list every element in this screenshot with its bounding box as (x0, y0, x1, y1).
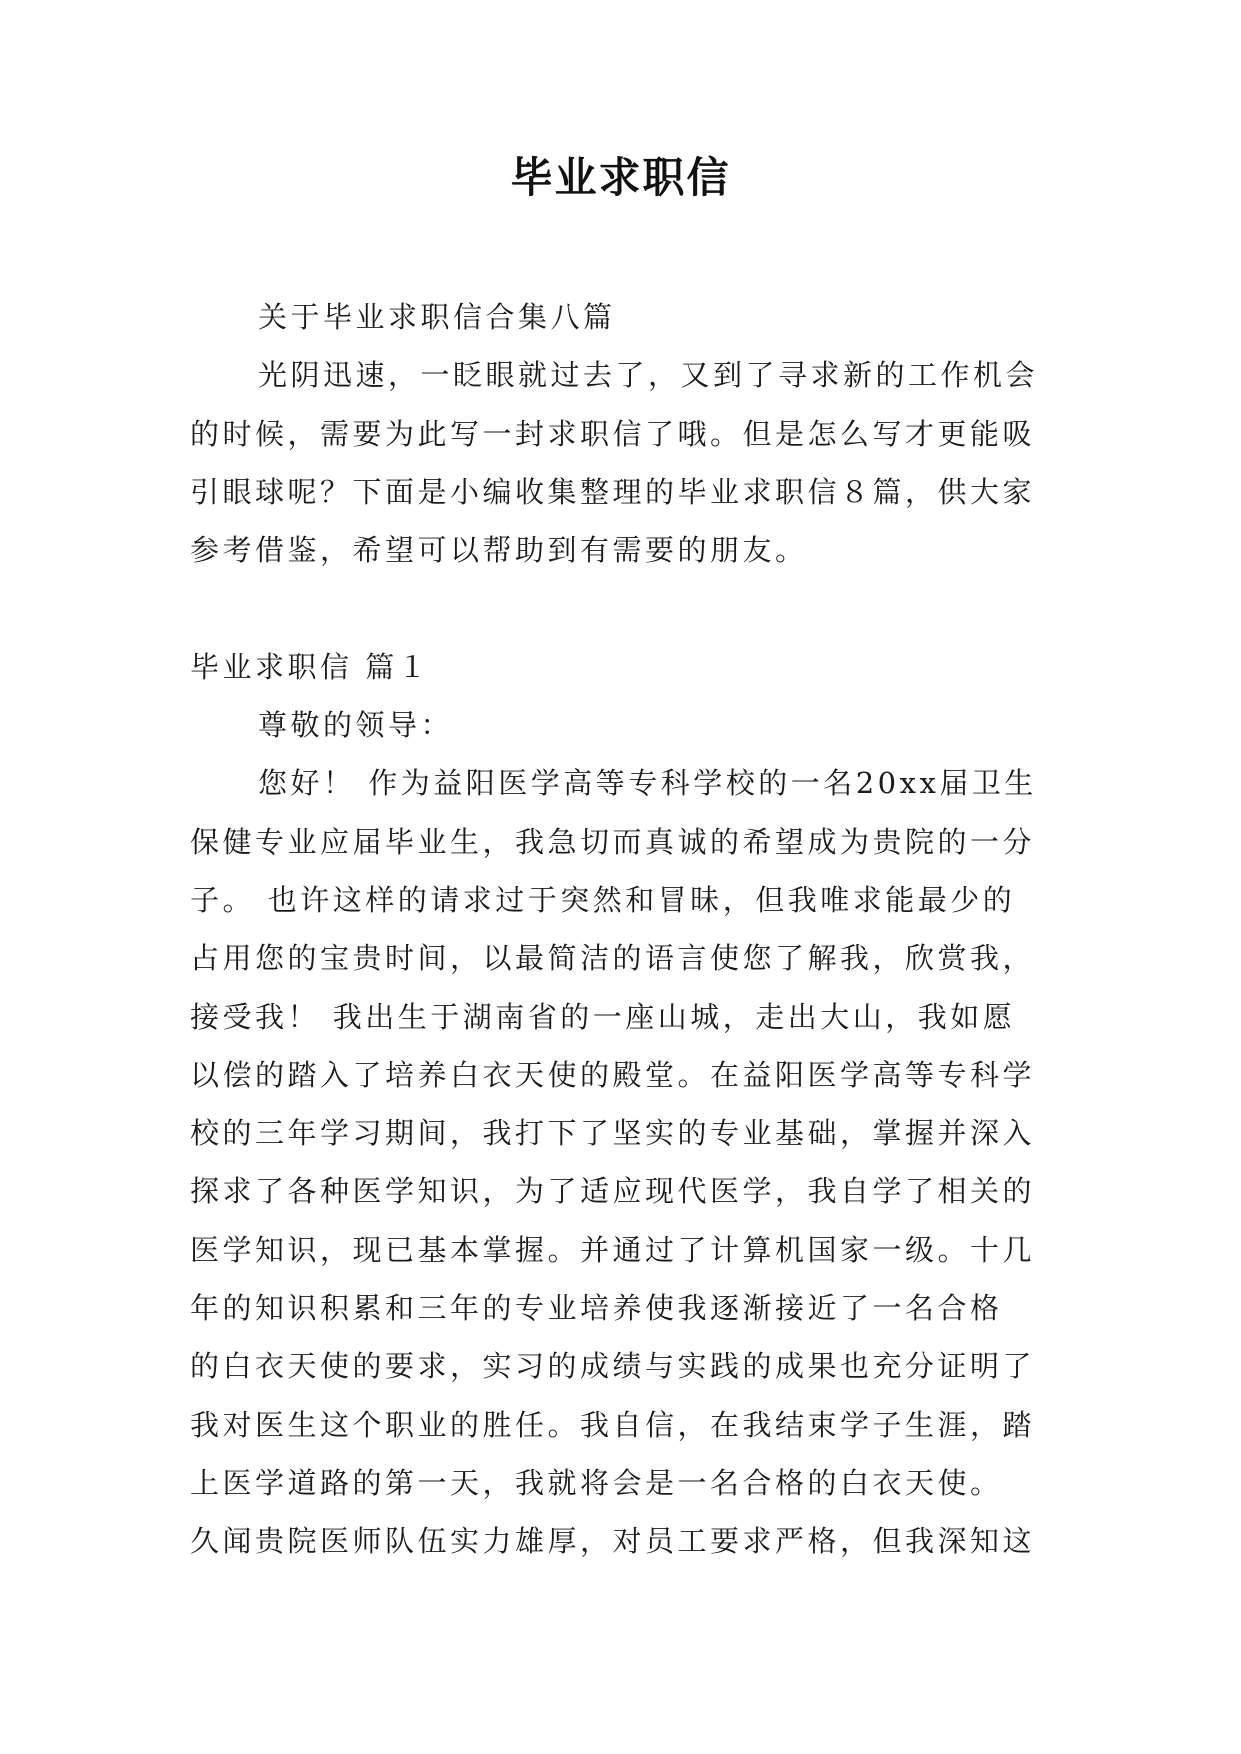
letter-line: 医学知识，现已基本掌握。并通过了计算机国家一级。十几 (190, 1232, 1036, 1267)
letter-line: 的白衣天使的要求，实习的成绩与实践的成果也充分证明了 (190, 1349, 1036, 1384)
letter-line: 我对医生这个职业的胜任。我自信，在我结束学子生涯，踏 (190, 1407, 1036, 1442)
letter-line: 以偿的踏入了培养白衣天使的殿堂。在益阳医学高等专科学 (190, 1057, 1036, 1092)
letter-line: 保健专业应届毕业生，我急切而真诚的希望成为贵院的一分 (190, 824, 1036, 859)
intro-heading: 关于毕业求职信合集八篇 (258, 300, 616, 334)
letter-line: 久闻贵院医师队伍实力雄厚，对员工要求严格，但我深知这 (190, 1524, 1036, 1559)
letter-line: 子。 也许这样的请求过于突然和冒昧，但我唯求能最少的 (190, 882, 1016, 917)
letter-line: 占用您的宝贵时间，以最简洁的语言使您了解我，欣赏我， (190, 941, 1036, 976)
document-title: 毕业求职信 (510, 153, 731, 202)
section-heading: 毕业求职信 篇１ (190, 649, 431, 684)
intro-paragraph-line: 引眼球呢？下面是小编收集整理的毕业求职信８篇，供大家 (190, 474, 1036, 509)
intro-paragraph-line: 参考借鉴，希望可以帮助到有需要的朋友。 (190, 533, 808, 568)
paragraph-gap (190, 579, 1054, 637)
letter-line: 接受我！ 我出生于湖南省的一座山城，走出大山，我如愿 (190, 999, 1016, 1034)
letter-line: 年的知识积累和三年的专业培养使我逐渐接近了一名合格 (190, 1291, 1003, 1326)
letter-salutation: 尊敬的领导： (258, 708, 454, 743)
intro-paragraph-line: 光阴迅速，一眨眼就过去了，又到了寻求新的工作机会 (258, 358, 1039, 393)
letter-line: 校的三年学习期间，我打下了坚实的专业基础，掌握并深入 (190, 1116, 1036, 1151)
letter-line: 探求了各种医学知识，为了适应现代医学，我自学了相关的 (190, 1174, 1036, 1209)
intro-paragraph-line: 的时候，需要为此写一封求职信了哦。但是怎么写才更能吸 (190, 416, 1036, 451)
letter-line: 上医学道路的第一天，我就将会是一名合格的白衣天使。 (190, 1465, 1003, 1500)
letter-line: 您好！ 作为益阳医学高等专科学校的一名20xx届卫生 (258, 766, 1037, 801)
document-body (190, 288, 1054, 1571)
